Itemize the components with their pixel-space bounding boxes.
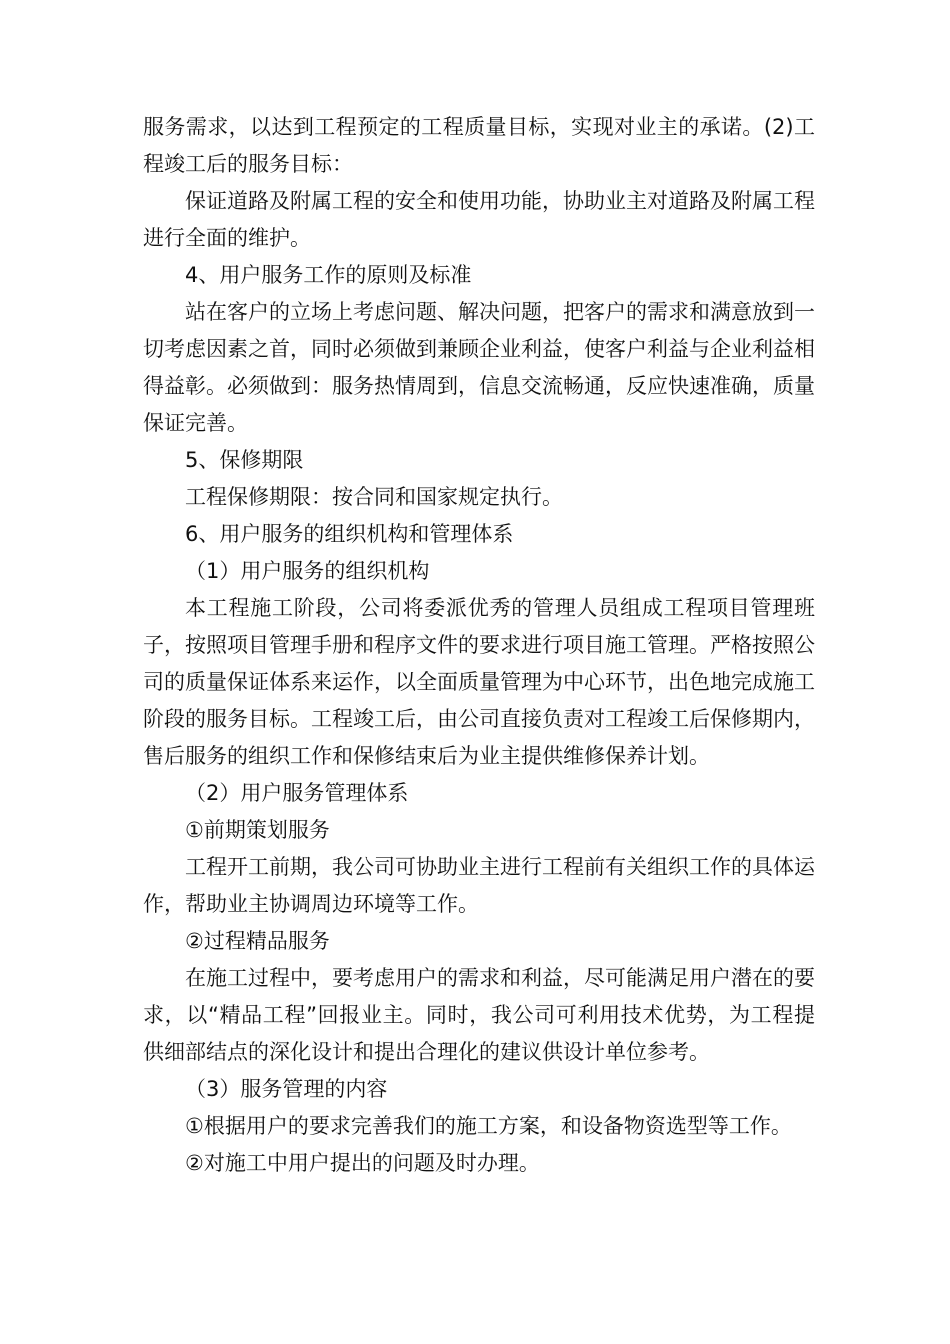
paragraph-quality-process: 在施工过程中，要考虑用户的需求和利益，尽可能满足用户潜在的要求，以“精品工程”回报业主。同时，我公司可利用技术优势，为工程提供细部结点的深化设计和提出合理化的建议供设计单位参考。 bbox=[143, 966, 815, 1064]
item-heading-quality-process: ②过程精品服务 bbox=[185, 929, 330, 953]
paragraph-principles: 站在客户的立场上考虑问题、解决问题，把客户的需求和满意放到一切考虑因素之首，同时必须做到兼顾企业利益，使客户利益与企业利益相得益彰。必须做到：服务热情周到，信息交流畅通，反应快速准确，质量保证完善。 bbox=[143, 300, 815, 435]
section-heading-principles: 4、用户服务工作的原则及标准 bbox=[185, 263, 472, 287]
section-heading-warranty: 5、保修期限 bbox=[185, 448, 304, 472]
document-body bbox=[143, 109, 815, 1182]
subheading-management-content: （3）服务管理的内容 bbox=[185, 1077, 388, 1101]
subheading-organization-structure: （1）用户服务的组织机构 bbox=[185, 559, 430, 583]
list-item-content-1: ①根据用户的要求完善我们的施工方案，和设备物资选型等工作。 bbox=[185, 1114, 792, 1138]
item-heading-early-planning: ①前期策划服务 bbox=[185, 818, 330, 842]
section-heading-organization: 6、用户服务的组织机构和管理体系 bbox=[185, 522, 514, 546]
list-item-content-2: ②对施工中用户提出的问题及时办理。 bbox=[185, 1151, 540, 1175]
paragraph-early-planning: 工程开工前期，我公司可协助业主进行工程前有关组织工作的具体运作，帮助业主协调周边环境等工作。 bbox=[143, 855, 815, 916]
subheading-management-system: （2）用户服务管理体系 bbox=[185, 781, 409, 805]
paragraph-warranty: 工程保修期限：按合同和国家规定执行。 bbox=[185, 485, 563, 509]
paragraph-organization-structure: 本工程施工阶段，公司将委派优秀的管理人员组成工程项目管理班子，按照项目管理手册和程序文件的要求进行项目施工管理。严格按照公司的质量保证体系来运作，以全面质量管理为中心环节，出色地完成施工阶段的服务目标。工程竣工后，由公司直接负责对工程竣工后保修期内，售后服务的组织工作和保修结束后为业主提供维修保养计划。 bbox=[143, 596, 815, 768]
paragraph-service-demand: 服务需求，以达到工程预定的工程质量目标，实现对业主的承诺。(2)工程竣工后的服务目标： bbox=[143, 115, 815, 176]
paragraph-post-completion-goal: 保证道路及附属工程的安全和使用功能，协助业主对道路及附属工程进行全面的维护。 bbox=[143, 189, 815, 250]
